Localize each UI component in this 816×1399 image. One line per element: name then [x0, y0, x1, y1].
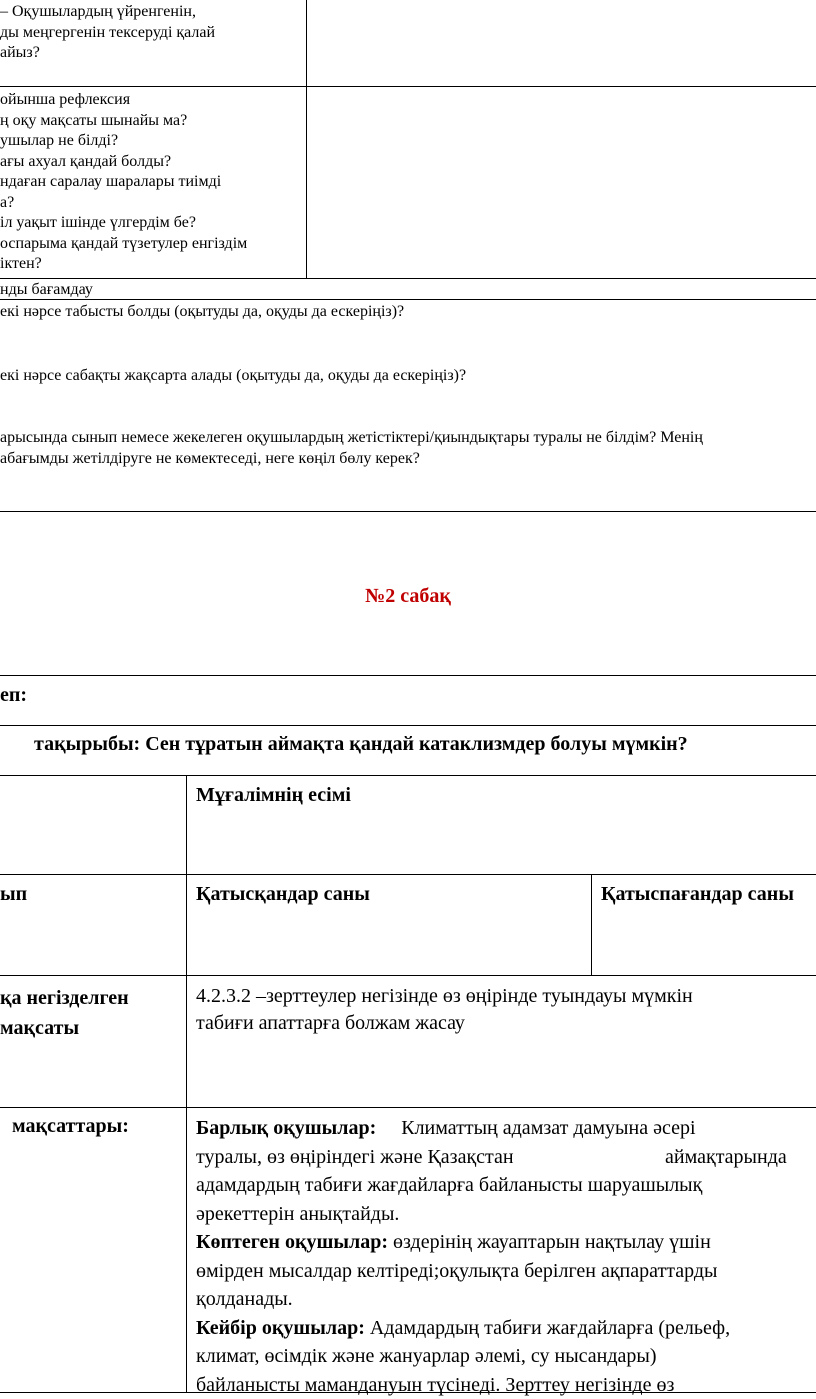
evaluation-question-3 — [0, 428, 703, 469]
lesson-row-line — [0, 775, 816, 776]
all-students-line — [196, 1114, 816, 1143]
assessment-question-cell — [0, 2, 215, 64]
all-students-label: Барлық оқушылар: — [196, 1117, 376, 1139]
section-label: еп: — [0, 683, 27, 708]
lesson-column-divider — [186, 775, 187, 1393]
all-students-line: адамдардың табиғи жағдайларға байланысты шаруашылық — [196, 1171, 816, 1200]
reflection-line: ң оқу мақсаты шынайы ма? — [0, 111, 247, 132]
lesson-title: №2 сабақ — [0, 585, 816, 608]
lesson-row-line — [0, 975, 816, 976]
assessment-line: ды меңгергенін тексеруді қалай — [0, 23, 215, 44]
top-row2-bottom-line — [0, 278, 816, 279]
objective-label-line: мақсаты — [0, 1013, 129, 1043]
assessment-line: – Оқушылардың үйренгенін, — [0, 2, 215, 23]
lesson-row-line — [0, 874, 816, 875]
some-students-line — [196, 1314, 816, 1343]
top-row3-bottom-line — [0, 299, 816, 300]
reflection-line: а? — [0, 193, 247, 214]
reflection-line: ағы ахуал қандай болды? — [0, 152, 247, 173]
many-students-label: Көптеген оқушылар: — [196, 1231, 388, 1253]
reflection-line: ойынша рефлексия — [0, 90, 247, 111]
evaluation-question-3-line: абағымды жетілдіруге не көмектеседі, неге көңіл бөлу керек? — [0, 449, 703, 470]
top-column-divider — [306, 0, 307, 279]
many-students-line: өмірден мысалдар келтіреді;оқулықта берілген ақпараттарды — [196, 1257, 816, 1286]
objective-text-line: 4.2.3.2 –зерттеулер негізінде өз өңірінде туындауы мүмкін — [196, 983, 693, 1010]
lesson-column-divider-2 — [591, 874, 592, 975]
all-students-text-right: аймақтарында — [665, 1143, 787, 1172]
objective-text — [196, 983, 693, 1037]
teacher-label: Мұғалімнің есімі — [196, 783, 351, 808]
all-students-line: әрекеттерін анықтайды. — [196, 1200, 816, 1229]
class-label: ып — [0, 882, 27, 907]
some-students-text: Адамдардың табиғи жағдайларға (рельеф, — [370, 1317, 730, 1339]
present-label: Қатысқандар саны — [196, 882, 370, 907]
top-table-bottom-line — [0, 511, 816, 512]
reflection-line: ушылар не білді? — [0, 131, 247, 152]
absent-label: Қатыспағандар саны — [601, 882, 794, 907]
topic-label: тақырыбы: Сен тұратын аймақта қандай катаклизмдер болуы мүмкін? — [34, 732, 688, 757]
reflection-line: ндаған саралау шаралары тиімді — [0, 172, 247, 193]
reflection-line: оспарыма қандай түзетулер енгіздім — [0, 234, 247, 255]
lesson-row-line — [0, 725, 816, 726]
reflection-line: іл уақыт ішінде үлгердім бе? — [0, 213, 247, 234]
all-students-line: туралы, өз өңіріндегі және Қазақстан аймақтарында — [196, 1143, 816, 1172]
evaluation-question-2: екі нәрсе сабақты жақсарта алады (оқытуды да, оқуды да ескеріңіз)? — [0, 366, 466, 387]
lesson-row-line — [0, 1107, 816, 1108]
lesson-table-top-line — [0, 675, 816, 676]
many-students-line: қолданады. — [196, 1285, 816, 1314]
reflection-line: іктен? — [0, 254, 247, 275]
some-students-line: байланысты мамандануын түсінеді. Зерттеу негізінде өз — [196, 1371, 816, 1399]
goals-label: мақсаттары: — [12, 1114, 129, 1139]
all-students-text: Климаттың адамзат дамуына әсері — [401, 1117, 695, 1139]
some-students-line: климат, өсімдік және жануарлар әлемі, су нысандары) — [196, 1342, 816, 1371]
some-students-label: Кейбір оқушылар: — [196, 1317, 365, 1339]
reflection-cell — [0, 90, 247, 275]
top-row1-bottom-line — [0, 86, 816, 87]
assessment-line: айыз? — [0, 43, 215, 64]
many-students-text: өздерінің жауаптарын нақтылау үшін — [393, 1231, 711, 1253]
objective-text-line: табиғи апаттарға болжам жасау — [196, 1010, 693, 1037]
evaluation-question-3-line: арысында сынып немесе жекелеген оқушылардың жетістіктері/қиындықтары туралы не білдім? Менің — [0, 428, 703, 449]
objective-label-line: қа негізделген — [0, 983, 129, 1013]
evaluation-title: нды бағамдау — [0, 280, 93, 301]
objective-label — [0, 983, 129, 1043]
evaluation-question-1: екі нәрсе табысты болды (оқытуды да, оқуды да ескеріңіз)? — [0, 302, 404, 323]
many-students-line — [196, 1228, 816, 1257]
goals-content — [196, 1114, 816, 1399]
